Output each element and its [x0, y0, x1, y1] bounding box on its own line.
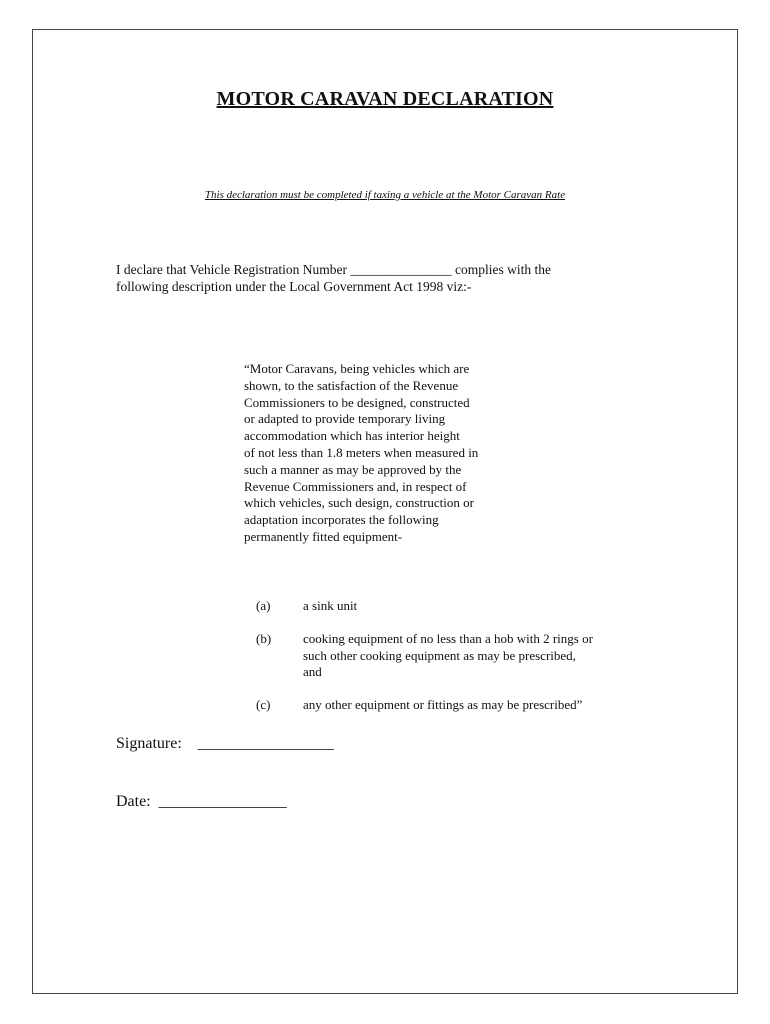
item-line: such other cooking equipment as may be prescribed,: [303, 647, 576, 663]
equipment-item-b: [256, 631, 676, 681]
equipment-item-a: [256, 598, 676, 615]
document-title: MOTOR CARAVAN DECLARATION: [216, 88, 554, 110]
item-line: and: [303, 664, 322, 679]
quote-line: shown, to the satisfaction of the Revenue: [244, 377, 459, 393]
quote-line: Commissioners to be designed, constructed: [244, 394, 470, 410]
item-line: any other equipment or fittings as may be prescribed”: [303, 697, 583, 712]
item-label: (b): [256, 631, 272, 646]
date-field: Date: ________________: [116, 793, 287, 810]
quote-line: of not less than 1.8 meters when measured in: [244, 444, 479, 460]
item-line: a sink unit: [303, 598, 358, 613]
quote-line: permanently fitted equipment-: [244, 528, 403, 544]
item-label: (a): [256, 598, 271, 613]
item-text: [303, 598, 357, 615]
item-text: [303, 697, 582, 714]
signature-field: Signature: _________________: [116, 735, 334, 752]
quote-line: which vehicles, such design, construction or: [244, 495, 474, 511]
quote-line: accommodation which has interior height: [244, 428, 460, 444]
document-subtitle: This declaration must be completed if taxing a vehicle at the Motor Caravan Rate: [204, 189, 566, 201]
equipment-item-c: [256, 697, 676, 714]
quote-line: adaptation incorporates the following: [244, 512, 439, 528]
item-line: cooking equipment of no less than a hob with 2 rings or: [303, 631, 593, 646]
item-label: (c): [256, 697, 271, 712]
item-text: [303, 631, 593, 681]
quote-line: Revenue Commissioners and, in respect of: [244, 478, 467, 494]
quote-line: such a manner as may be approved by the: [244, 461, 462, 477]
quote-line: or adapted to provide temporary living: [244, 411, 446, 427]
declaration-line: I declare that Vehicle Registration Number _______________ complies with the: [116, 262, 552, 277]
definition-quote: [244, 361, 544, 546]
quote-line: “Motor Caravans, being vehicles which are: [244, 361, 470, 376]
declaration-line: following description under the Local Government Act 1998 viz:-: [116, 279, 472, 294]
declaration-paragraph: [116, 261, 676, 295]
